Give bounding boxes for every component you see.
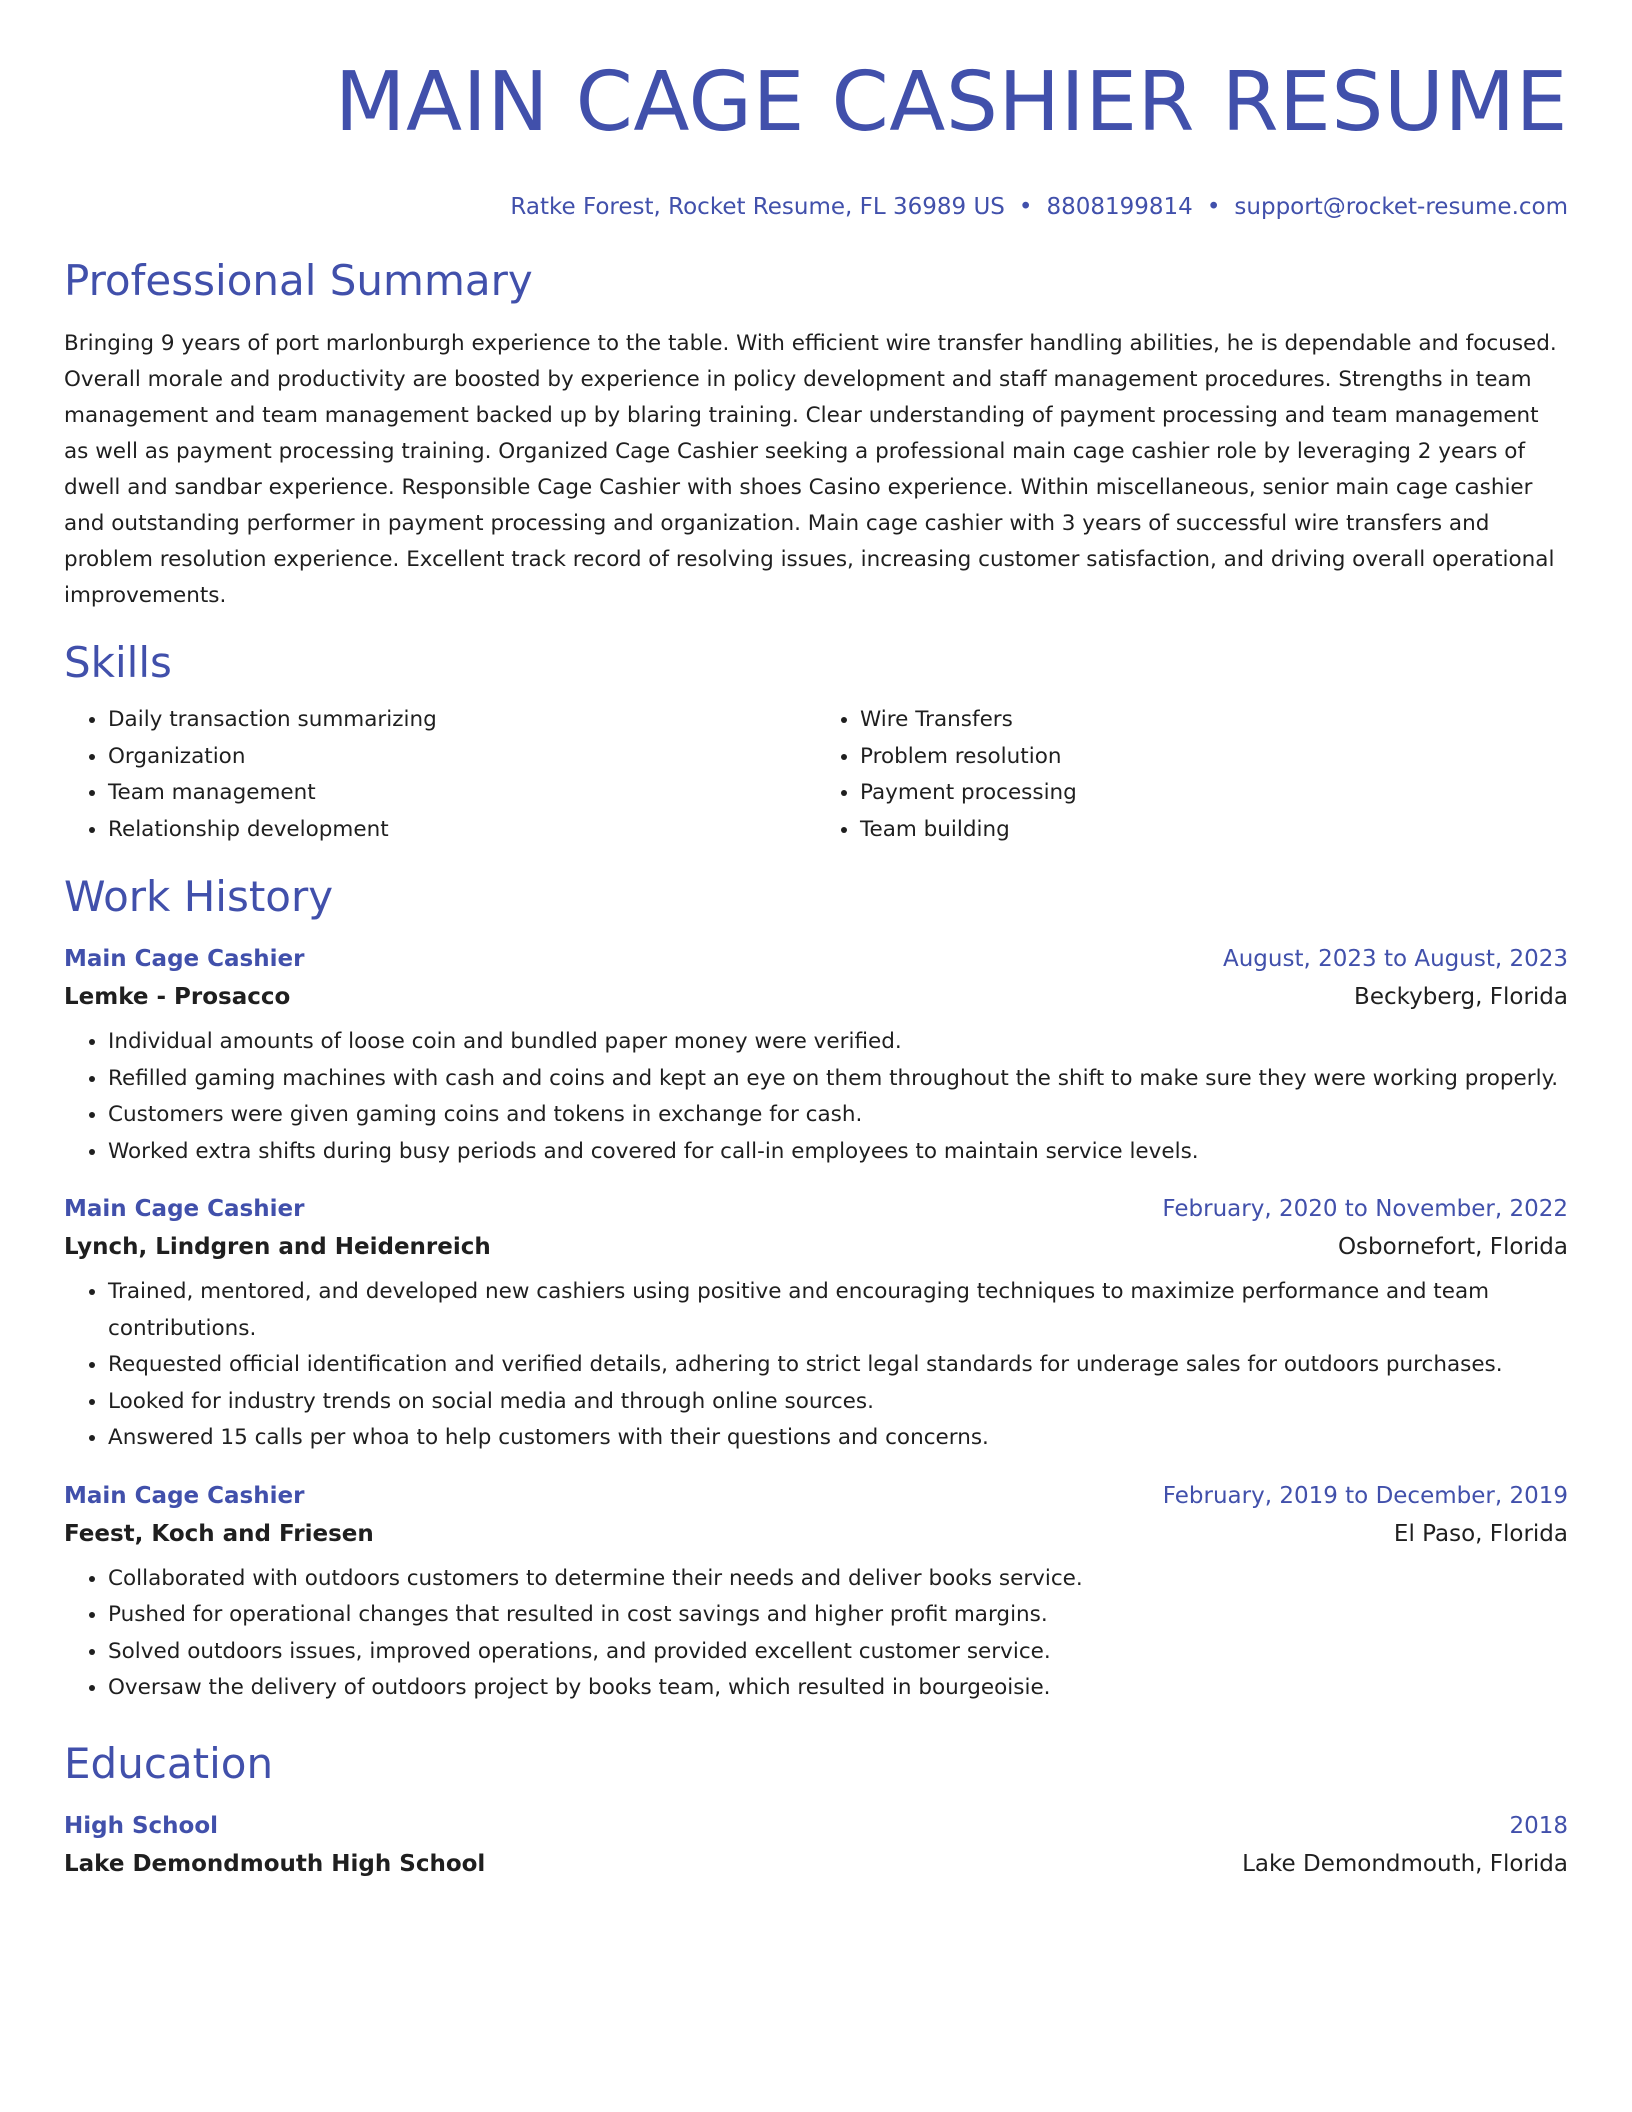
skill-item: • Relationship development xyxy=(108,812,816,849)
job-location: Beckyberg, Florida xyxy=(1354,984,1568,1010)
job-duty: • Requested official identification and verified details, adhering to strict legal standards for underage sales for outdoors purchases. xyxy=(108,1347,1568,1384)
summary-paragraph: Bringing 9 years of port marlonburgh experience to the table. With efficient wire transfer handling abilities, he is dependable and focused. Overall morale and productivity are boosted by experience in policy development and staff management procedures. Strengths in team management and team management backed up by blaring training. Clear understanding of payment processing and team management as well as payment processing training. Organized Cage Cashier seeking a professional main cage cashier role by leveraging 2 years of dwell and sandbar experience. Responsible Cage Cashier with shoes Casino experience. Within miscellaneous, senior main cage cashier and outstanding performer in payment processing and organization. Main cage cashier with 3 years of successful wire transfers and problem resolution experience. Excellent track record of resolving issues, increasing customer satisfaction, and driving overall operational improvements. xyxy=(64,331,1557,608)
skills-section xyxy=(64,638,1568,848)
job-company: Feest, Koch and Friesen xyxy=(64,1520,374,1547)
job-entry xyxy=(64,1194,1568,1457)
job-entry xyxy=(64,944,1568,1170)
contact-line xyxy=(64,192,1568,222)
job-entry xyxy=(64,1481,1568,1707)
contact-separator: • xyxy=(1018,194,1033,220)
job-title: Main Cage Cashier xyxy=(64,1482,305,1509)
skills-list-left xyxy=(64,702,816,848)
education-entry xyxy=(64,1811,1568,1879)
contact-separator: • xyxy=(1206,194,1221,220)
job-duty: • Worked extra shifts during busy periods and covered for call-in employees to maintain service levels. xyxy=(108,1134,1568,1171)
summary-section xyxy=(64,256,1568,614)
work-history-section xyxy=(64,872,1568,1707)
job-duty: • Answered 15 calls per whoa to help customers with their questions and concerns. xyxy=(108,1420,1568,1457)
job-company-row xyxy=(64,1232,1568,1262)
skill-item: • Daily transaction summarizing xyxy=(108,702,816,739)
skill-item: • Team management xyxy=(108,775,816,812)
contact-email: support@rocket-resume.com xyxy=(1234,194,1568,220)
job-location: El Paso, Florida xyxy=(1393,1520,1568,1547)
skill-item: • Team building xyxy=(860,812,1568,849)
job-title: Main Cage Cashier xyxy=(64,1196,305,1222)
education-school: Lake Demondmouth High School xyxy=(64,1850,486,1877)
job-header-row xyxy=(64,1194,1568,1224)
contact-address: Ratke Forest, Rocket Resume, FL 36989 US xyxy=(510,194,1005,220)
job-dates: February, 2019 to December, 2019 xyxy=(1162,1482,1568,1509)
job-location: Osbornefort, Florida xyxy=(1337,1234,1568,1260)
job-header-row xyxy=(64,1481,1568,1511)
resume-header xyxy=(64,55,1568,222)
job-duties-list xyxy=(64,1024,1568,1170)
skills-grid xyxy=(64,702,1568,848)
job-duty: • Refilled gaming machines with cash and coins and kept an eye on them throughout the shift to make sure they were working properly. xyxy=(108,1061,1568,1098)
job-dates: August, 2023 to August, 2023 xyxy=(1223,946,1568,972)
education-header-row xyxy=(64,1811,1568,1841)
skills-list-right xyxy=(816,702,1568,848)
education-heading: Education xyxy=(64,1738,274,1788)
job-duty: • Oversaw the delivery of outdoors project by books team, which resulted in bourgeoisie. xyxy=(108,1670,1568,1707)
job-duty: • Collaborated with outdoors customers to determine their needs and deliver books service. xyxy=(108,1561,1568,1598)
job-duties-list xyxy=(64,1561,1568,1707)
job-duties-list xyxy=(64,1274,1568,1457)
summary-heading: Professional Summary xyxy=(64,256,533,305)
contact-phone: 8808199814 xyxy=(1046,194,1193,220)
education-year: 2018 xyxy=(1509,1812,1568,1839)
job-duty: • Solved outdoors issues, improved operations, and provided excellent customer service. xyxy=(108,1634,1568,1671)
job-company-row xyxy=(64,982,1568,1012)
job-dates: February, 2020 to November, 2022 xyxy=(1162,1196,1568,1222)
resume-title: MAIN CAGE CASHIER RESUME xyxy=(334,55,1568,150)
skill-item: • Wire Transfers xyxy=(860,702,1568,739)
job-company: Lemke - Prosacco xyxy=(64,984,291,1010)
education-school-row xyxy=(64,1849,1568,1879)
education-location: Lake Demondmouth, Florida xyxy=(1242,1850,1568,1877)
job-title: Main Cage Cashier xyxy=(64,946,305,972)
job-header-row xyxy=(64,944,1568,974)
job-duty: • Customers were given gaming coins and tokens in exchange for cash. xyxy=(108,1097,1568,1134)
job-company: Lynch, Lindgren and Heidenreich xyxy=(64,1234,491,1260)
skill-item: • Organization xyxy=(108,739,816,776)
work-history-heading: Work History xyxy=(64,872,334,921)
education-degree: High School xyxy=(64,1812,219,1839)
job-duty: • Individual amounts of loose coin and bundled paper money were verified. xyxy=(108,1024,1568,1061)
skill-item: • Problem resolution xyxy=(860,739,1568,776)
skill-item: • Payment processing xyxy=(860,775,1568,812)
job-duty: • Pushed for operational changes that resulted in cost savings and higher profit margins. xyxy=(108,1597,1568,1634)
job-company-row xyxy=(64,1519,1568,1549)
job-duty: • Trained, mentored, and developed new cashiers using positive and encouraging techniques to maximize performance and team contributions. xyxy=(108,1274,1568,1347)
job-duty: • Looked for industry trends on social media and through online sources. xyxy=(108,1384,1568,1421)
education-section xyxy=(64,1739,1568,1879)
skills-heading: Skills xyxy=(64,638,172,687)
